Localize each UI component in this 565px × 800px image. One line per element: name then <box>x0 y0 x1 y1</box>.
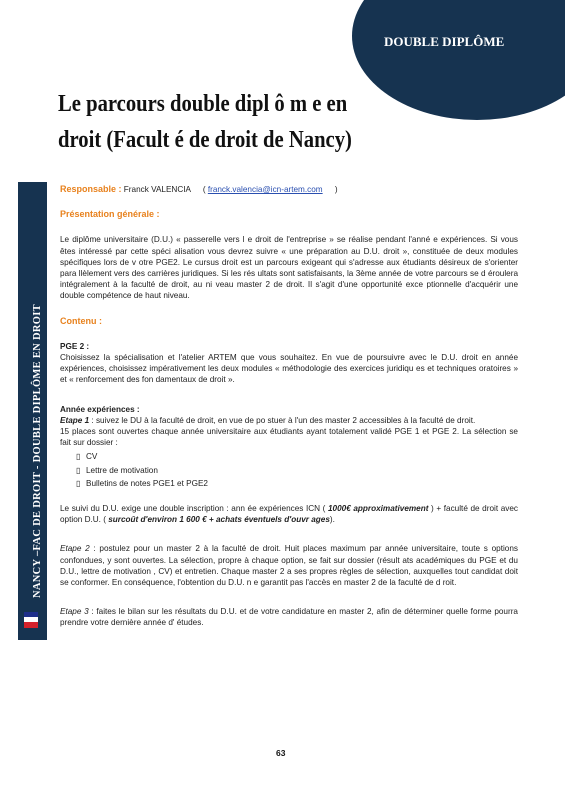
etape3-paragraph <box>60 606 518 628</box>
etape3-label: Etape 3 <box>60 607 89 617</box>
pge2-body: Choisissez la spécialisation et l'atelier ARTEM que vous souhaitez. En vue de poursuivre avec le D.U. droit en année expériences, choisissez impérativement les deux modules « méthodologie des exercices juridiqu es et techniques oratoires » et « renforcement des fon damentaux de droit ». <box>60 353 518 385</box>
suivi-cost: 1000€ approximativement <box>325 504 432 514</box>
etape2-label: Etape 2 <box>60 544 90 554</box>
page-number: 63 <box>276 748 286 758</box>
list-item: ▯ Bulletins de notes PGE1 et PGE2 <box>76 478 208 488</box>
etape1-label: Etape 1 <box>60 415 90 425</box>
page-title <box>58 86 393 158</box>
page-title-line-1: Le parcours double dipl ô m e en <box>58 91 348 117</box>
pge2-title: PGE 2 : <box>60 341 90 351</box>
header-label: DOUBLE DIPLÔME <box>384 34 505 49</box>
bullet-icon: ▯ <box>76 452 81 462</box>
list-item: ▯ CV <box>76 452 98 462</box>
annee-experiences-title: Année expériences : <box>60 404 140 414</box>
page-title-line-2: droit (Facult é de droit de Nancy) <box>58 127 352 153</box>
responsable-name: Franck VALENCIA <box>123 185 191 194</box>
etape1-paragraph <box>60 415 518 426</box>
etape2-text: : postulez pour un master 2 à la faculté de droit. Huit places maximum par année universitaire, toute s options confondues, y sont ouvertes. La sélection, propre à chaque option, se fait sur dossier (résult ats académiques du PGE et du D.U., lettre de motivation , CV) et entretien. Chaque master 2 a ses propres règles de sélection, auxquelles tout candidat doit se conformer. En conséquence, l'obtention du D.U. n e garantit pas l'accès en master 2 de la faculté de d roit. <box>60 544 518 588</box>
side-band-text: NANCY –FAC DE DROIT - DOUBLE DIPLÔME EN DROIT <box>32 304 43 598</box>
bullet-icon: ▯ <box>76 465 81 475</box>
dossier-list <box>60 451 518 489</box>
main-content <box>60 184 518 629</box>
etape3-text: : faites le bilan sur les résultats du D.U. et de votre candidature en master 2, afin de déterminer quelle forme pourra prendre votre dernière année d' études. <box>60 607 518 628</box>
french-flag-icon <box>24 612 38 628</box>
contenu-heading: Contenu : <box>60 315 102 326</box>
presentation-body: Le diplôme universitaire (D.U.) « passerelle vers l e droit de l'entreprise » se réalise pendant l'anné e expériences. Si vous êtes intéressé par cette spéci alisation vous devrez suivre « une préparation au D.U. droit », constituée de deux modules spécifiques lors de v otre PGE2. Le cursus droit est un parcours exigeant qui s'adresse aux étudiants désireux de s'orienter para llèlement vers des carrières juridiques. Si les rés ultats sont satisfaisants, la 3ème année de votre parcours se d éroulera intégralement à la faculté de droit, au ni veau master 2 de droit. Il s'agit d'une opportunité exce ptionnelle d'acquérir une double compétence de haut niveau. <box>60 235 518 301</box>
list-item: ▯ Lettre de motivation <box>76 465 158 475</box>
suivi-paragraph: Le suivi du D.U. exige une double inscription : ann ée expériences ICN ( 1000€ approximativement ) + faculté de droit avec option D.U. ( surcoût d'environ 1 600 € + achats éventuels d'ouvr ages). <box>60 504 518 525</box>
suivi-extra-cost: surcoût d'environ 1 600 € + achats éventuels d'ouvr ages <box>105 515 330 525</box>
responsable-email-link[interactable]: franck.valencia@icn-artem.com <box>207 185 323 194</box>
places-paragraph: 15 places sont ouvertes chaque année universitaire aux étudiants ayant totalement validé PGE 1 et PGE 2. La sélection se fait sur dossier : <box>60 427 518 448</box>
etape1-text: : suivez le DU à la faculté de droit, en vue de po stuer à l'un des master 2 accessibles à la faculté de droit. <box>89 415 476 425</box>
responsable-label: Responsable : <box>60 184 122 194</box>
etape2-paragraph <box>60 543 518 588</box>
responsable-row: Responsable : Franck VALENCIA ( franck.valencia@icn-artem.com ) <box>60 184 338 194</box>
bullet-icon: ▯ <box>76 478 81 488</box>
presentation-heading: Présentation générale : <box>60 209 160 220</box>
